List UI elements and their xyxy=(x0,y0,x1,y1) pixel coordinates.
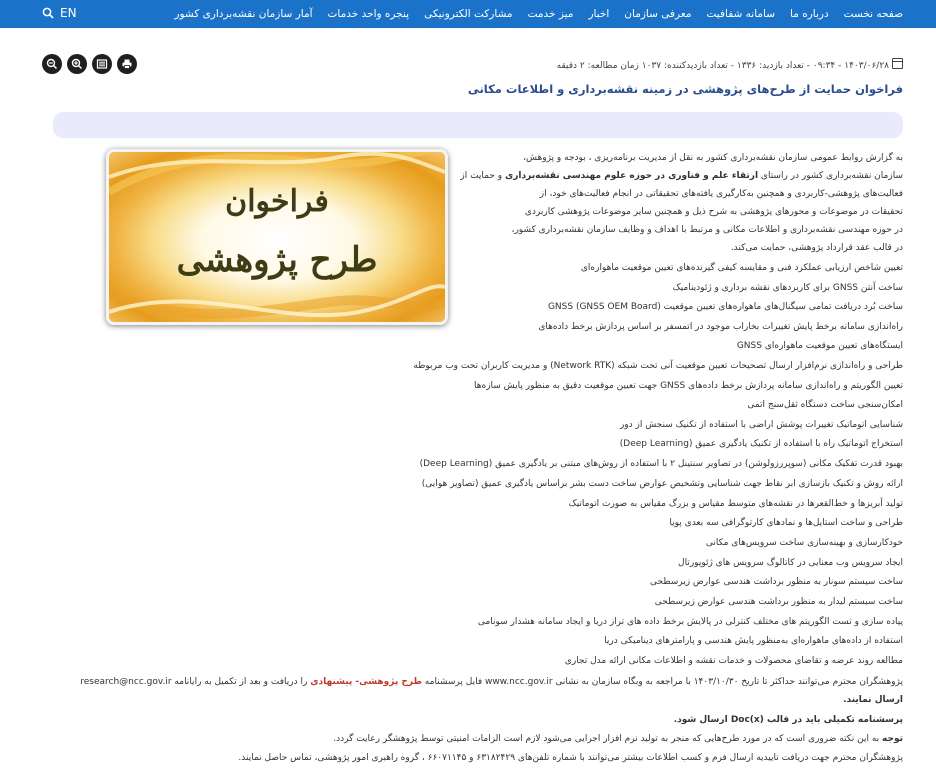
topic-item: ساخت بُرد دریافت تمامی سیگنال‌های ماهواره‌های تعیین موقعیت (GNSS (GNSS OEM Board xyxy=(547,302,903,312)
intro-line-6: در قالب عقد قرارداد پژوهشی، حمایت می‌کند. xyxy=(730,243,903,253)
article-meta xyxy=(557,58,903,71)
calendar-icon xyxy=(892,58,903,69)
topic-item: تعیین الگوریتم و راه‌اندازی سامانه پردازش برخط داده‌های GNSS جهت تعیین موقعیت دقیق به منظور پایش سازه‌ها xyxy=(473,381,903,391)
hero-title-line2: طرح پژوهشی xyxy=(176,240,378,280)
topic-item: ساخت سیستم لیدار به منظور برداشت هندسی عوارض زیرسطحی xyxy=(654,597,903,607)
newspaper-view-button[interactable] xyxy=(92,54,112,74)
nav-organization[interactable]: معرفی سازمان xyxy=(624,8,692,20)
nav-news[interactable]: اخبار xyxy=(588,8,610,20)
security-note xyxy=(333,733,903,746)
nav-transparency[interactable]: سامانه شفافیت xyxy=(706,8,776,20)
zoom-out-icon xyxy=(46,58,58,70)
nav-single-window[interactable]: پنجره واحد خدمات xyxy=(327,8,410,20)
closing-text-b: را دریافت و بعد از تکمیل به رایانامه research@ncc.gov.ir xyxy=(80,677,308,687)
language-switch[interactable]: EN xyxy=(60,6,77,20)
search-icon[interactable] xyxy=(42,7,54,19)
intro-line-2b: و حمایت از xyxy=(460,171,503,181)
newspaper-icon xyxy=(96,58,108,70)
print-icon xyxy=(121,58,133,70)
topic-item: ارائه روش و تکنیک بازسازی ابر نقاط جهت شناسایی وتشخیص عوارض ساخت دست بشر براساس یادگیری عمیق (تصاویر هوایی) xyxy=(421,479,903,489)
intro-line-4: تحقیقات در موضوعات و محورهای پژوهشی به شرح ذیل و همچنین سایر موضوعات پژوهشی کاربردی xyxy=(524,207,903,217)
topic-item: پیاده سازی و تست الگوریتم های مختلف کنترلی در پالایش برخط داده های تراز دریا و ایجاد سامانه هشدار سونامی xyxy=(477,617,903,627)
nav-home[interactable]: صفحه نخست xyxy=(843,8,903,20)
note-text: به این نکته ضروری است که در مورد طرح‌هایی که منجر به تولید نرم افزار اجرایی می‌شود لازم است الزامات امنیتی توسط پژوهشگر رعایت گردد. xyxy=(333,734,880,744)
hero-swirl-decoration xyxy=(109,152,445,322)
topic-item: ساخت سیستم سونار به منظور برداشت هندسی عوارض زیرسطحی xyxy=(650,577,903,587)
print-button[interactable] xyxy=(117,54,137,74)
nav-statistics[interactable]: آمار سازمان نقشه‌برداری کشور xyxy=(174,8,313,20)
article-hero-image xyxy=(106,149,448,325)
closing-text-a: پژوهشگران محترم می‌توانند حداکثر تا تاریخ ۱۴۰۳/۱۰/۳۰ با مراجعه به وبگاه سازمان به نشانی www.ncc.gov.ir فایل پرسشنامه xyxy=(424,677,903,687)
topic-item: راه‌اندازی سامانه برخط پایش تغییرات بخاراب موجود در اتمسفر بر اساس پردازش برخط داده‌های xyxy=(538,322,903,332)
topic-item: طراحی و ساخت استایل‌ها و نمادهای کارتوگرافی سه بعدی پویا xyxy=(669,518,903,528)
topic-item: امکان‌سنجی ساخت دستگاه ثقل‌سنج اتمی xyxy=(747,400,903,410)
nav-service-desk[interactable]: میز خدمت xyxy=(527,8,574,20)
article-toolbar xyxy=(42,54,137,74)
intro-emphasis: ارتقاء علم و فناوری در حوزه علوم مهندسی نقشه‌برداری xyxy=(505,171,759,181)
proposal-form-link[interactable]: طرح پژوهشی- پیشنهادی xyxy=(310,677,422,687)
intro-line-1: به گزارش روابط عمومی سازمان نقشه‌برداری کشور به نقل از مدیریت برنامه‌ریزی ، بودجه و پژوهش، xyxy=(523,153,903,163)
zoom-in-icon xyxy=(71,58,83,70)
closing-paragraph xyxy=(80,676,903,689)
topic-item: خودکارسازی و بهینه‌سازی ساخت سرویس‌های مکانی xyxy=(705,538,903,548)
article-title: فراخوان حمایت از طرح‌های پژوهشی در زمینه نقشه‌برداری و اطلاعات مکانی xyxy=(467,82,903,96)
zoom-out-button[interactable] xyxy=(42,54,62,74)
zoom-in-button[interactable] xyxy=(67,54,87,74)
topic-item: بهبود قدرت تفکیک مکانی (سوپررزولوشن) در تصاویر سنتینل ۲ با استفاده از روش‌های مبتنی بر یادگیری عمیق (Deep Learning) xyxy=(419,459,903,469)
topic-item: تعیین شاخص ارزیابی عملکرد فنی و مقایسه کیفی گیرنده‌های تعیین موقعیت ماهواره‌ای xyxy=(580,263,903,273)
format-notice: پرسشنامه تکمیلی باید در قالب Doc(x) ارسال شود. xyxy=(673,715,903,725)
top-navbar xyxy=(0,0,936,28)
nav-about[interactable]: درباره ما xyxy=(790,8,829,20)
closing-text-c: ارسال نمایند. xyxy=(843,695,903,705)
main-nav xyxy=(174,0,903,28)
intro-line-5: در حوزه مهندسی نقشه‌برداری و اطلاعات مکانی و مرتبط با اهداف و وظایف سازمان نقشه‌برداری کشور، xyxy=(511,225,903,235)
topic-item: شناسایی اتوماتیک تغییرات پوشش اراضی با استفاده از تکنیک سنجش از دور xyxy=(619,420,903,430)
topic-item: مطالعه روند عرضه و تقاضای محصولات و خدمات نقشه و اطلاعات مکانی ارائه مدل تجاری xyxy=(564,656,903,666)
intro-line-2a: سازمان نقشه‌برداری کشور در راستای xyxy=(760,171,903,181)
hero-title-line1: فراخوان xyxy=(225,184,329,219)
summary-band xyxy=(53,112,903,138)
intro-line-3: فعالیت‌های پژوهشی-کاربردی و همچنین به‌کارگیری یافته‌های تحقیقاتی در انجام فعالیت‌های خود، از xyxy=(539,189,903,199)
topic-item: طراحی و راه‌اندازی نرم‌افزار ارسال تصحیحات تعیین موقعیت آنی تحت شبکه (Network RTK) و مدیریت کاربران تحت وب مربوطه xyxy=(413,361,903,371)
topic-item: ایجاد سرویس وب معنایی در کاتالوگ سرویس های ژئوپورتال xyxy=(678,558,903,568)
article-meta-text: ۱۴۰۳/۰۶/۲۸ - ۰۹:۳۴ - تعداد بازدید: ۱۳۳۶ - تعداد بازدیدکننده: ۱۰۳۷ زمان مطالعه: ۲ دقیقه xyxy=(556,61,889,71)
note-label: توجه xyxy=(882,734,903,744)
contact-info: پژوهشگران محترم جهت دریافت تاییدیه ارسال فرم و کسب اطلاعات بیشتر می‌توانند با شماره تلفن‌های ۶۳۱۸۲۴۲۹ و ۶۶۰۷۱۱۴۵ ، گروه راهبری امور پژوهشی، تماس حاصل نمایند. xyxy=(238,753,903,763)
topic-item: استخراج اتوماتیک راه با استفاده از تکنیک یادگیری عمیق (Deep Learning) xyxy=(619,439,903,449)
topic-item: استفاده از داده‌های ماهواره‌ای به‌منظور پایش هندسی و پارامترهای دینامیکی دریا xyxy=(604,636,903,646)
topic-item: تولید آبریزها و خط‌القعرها در نقشه‌های متوسط مقیاس و بزرگ مقیاس به صورت اتوماتیک xyxy=(568,499,903,509)
intro-line-2 xyxy=(460,170,903,183)
topic-item: ایستگاه‌های تعیین موقعیت ماهواره‌ای GNSS xyxy=(736,341,903,351)
nav-e-participation[interactable]: مشارکت الکترونیکی xyxy=(424,8,513,20)
topic-item: ساخت آنتن GNSS برای کاربردهای نقشه برداری و ژئودینامیک xyxy=(672,283,903,293)
